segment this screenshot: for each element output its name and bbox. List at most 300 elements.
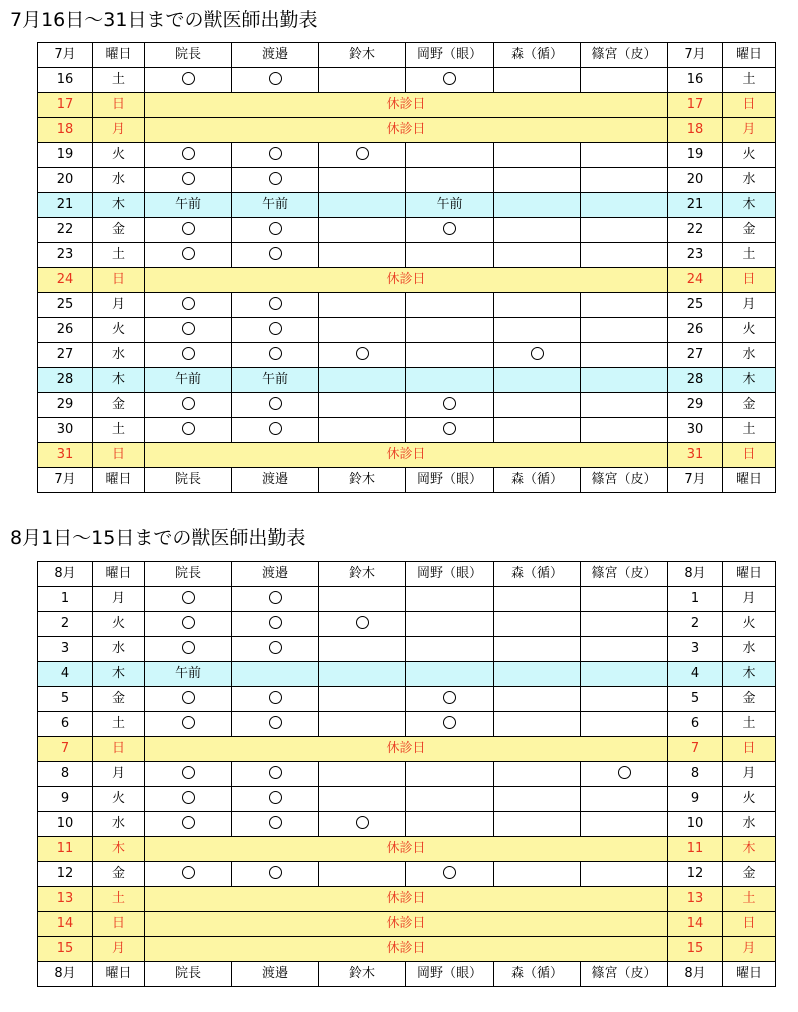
attendance-cell [494, 812, 581, 837]
attendance-circle-icon [182, 147, 195, 160]
attendance-circle-icon [182, 791, 195, 804]
attendance-cell: 午前 [232, 193, 319, 218]
date-cell: 1 [38, 587, 93, 612]
weekday-cell: 月 [723, 293, 776, 318]
weekday-cell: 土 [93, 68, 145, 93]
attendance-circle-icon [269, 791, 282, 804]
date-cell: 27 [38, 343, 93, 368]
attendance-cell [319, 687, 406, 712]
date-cell: 23 [668, 243, 723, 268]
attendance-cell [319, 293, 406, 318]
attendance-cell [581, 143, 668, 168]
weekday-cell: 土 [723, 68, 776, 93]
attendance-cell [494, 612, 581, 637]
attendance-circle-icon [269, 72, 282, 85]
attendance-cell [581, 168, 668, 193]
date-cell: 10 [668, 812, 723, 837]
attendance-cell [232, 143, 319, 168]
attendance-cell [494, 193, 581, 218]
attendance-cell [581, 343, 668, 368]
header-cell: 8月 [668, 962, 723, 987]
weekday-cell: 月 [93, 293, 145, 318]
weekday-cell: 水 [93, 812, 145, 837]
date-cell: 23 [38, 243, 93, 268]
attendance-cell [494, 418, 581, 443]
header-cell: 岡野（眼） [406, 962, 494, 987]
table-row [38, 912, 776, 937]
weekday-cell: 土 [93, 418, 145, 443]
weekday-cell: 金 [723, 393, 776, 418]
date-cell: 3 [38, 637, 93, 662]
weekday-cell: 日 [723, 737, 776, 762]
attendance-cell [232, 168, 319, 193]
attendance-circle-icon [182, 422, 195, 435]
closed-day-label: 休診日 [145, 887, 668, 912]
attendance-cell [581, 662, 668, 687]
weekday-cell: 木 [723, 193, 776, 218]
attendance-cell [494, 218, 581, 243]
attendance-cell [581, 293, 668, 318]
attendance-cell: 午前 [145, 662, 232, 687]
attendance-circle-icon [269, 641, 282, 654]
attendance-cell [232, 418, 319, 443]
attendance-circle-icon [182, 816, 195, 829]
attendance-cell [494, 293, 581, 318]
weekday-cell: 金 [723, 687, 776, 712]
attendance-cell [145, 637, 232, 662]
date-cell: 31 [668, 443, 723, 468]
attendance-cell [145, 68, 232, 93]
date-cell: 25 [668, 293, 723, 318]
attendance-cell [145, 812, 232, 837]
header-cell: 森（循） [494, 962, 581, 987]
date-cell: 2 [38, 612, 93, 637]
attendance-circle-icon [531, 347, 544, 360]
weekday-cell: 火 [93, 318, 145, 343]
attendance-cell [581, 787, 668, 812]
attendance-circle-icon [443, 222, 456, 235]
date-cell: 11 [38, 837, 93, 862]
attendance-cell [232, 393, 319, 418]
weekday-cell: 火 [723, 787, 776, 812]
weekday-cell: 金 [93, 218, 145, 243]
header-cell: 曜日 [723, 43, 776, 68]
weekday-cell: 土 [723, 418, 776, 443]
attendance-cell [145, 418, 232, 443]
attendance-cell [319, 812, 406, 837]
attendance-circle-icon [182, 866, 195, 879]
header-cell: 岡野（眼） [406, 468, 494, 493]
attendance-circle-icon [269, 716, 282, 729]
date-cell: 19 [668, 143, 723, 168]
page-title: 8月1日〜15日までの獣医師出勤表 [10, 527, 306, 549]
attendance-cell [232, 662, 319, 687]
weekday-cell: 月 [93, 587, 145, 612]
table-row [38, 268, 776, 293]
table-row [38, 293, 776, 318]
attendance-cell [319, 168, 406, 193]
weekday-cell: 木 [723, 368, 776, 393]
header-cell: 曜日 [93, 962, 145, 987]
header-cell: 曜日 [93, 468, 145, 493]
header-cell: 篠宮（皮） [581, 43, 668, 68]
attendance-cell [581, 68, 668, 93]
weekday-cell: 土 [723, 243, 776, 268]
header-cell: 鈴木 [319, 43, 406, 68]
attendance-cell [406, 812, 494, 837]
attendance-cell [494, 143, 581, 168]
footer-header-row [38, 962, 776, 987]
attendance-cell [406, 243, 494, 268]
attendance-cell [145, 143, 232, 168]
attendance-cell [494, 787, 581, 812]
weekday-cell: 日 [93, 737, 145, 762]
attendance-circle-icon [269, 616, 282, 629]
table-row [38, 687, 776, 712]
weekday-cell: 木 [93, 193, 145, 218]
header-cell: 鈴木 [319, 562, 406, 587]
table-row [38, 737, 776, 762]
date-cell: 10 [38, 812, 93, 837]
header-cell: 森（循） [494, 562, 581, 587]
attendance-cell: 午前 [145, 368, 232, 393]
footer-header-row [38, 468, 776, 493]
attendance-cell [406, 687, 494, 712]
attendance-cell [406, 862, 494, 887]
weekday-cell: 土 [723, 712, 776, 737]
header-cell: 曜日 [723, 562, 776, 587]
weekday-cell: 日 [93, 912, 145, 937]
table-row [38, 193, 776, 218]
attendance-circle-icon [618, 766, 631, 779]
weekday-cell: 火 [723, 318, 776, 343]
attendance-cell [581, 862, 668, 887]
date-cell: 28 [668, 368, 723, 393]
attendance-cell [319, 368, 406, 393]
attendance-circle-icon [182, 397, 195, 410]
closed-day-label: 休診日 [145, 118, 668, 143]
attendance-circle-icon [443, 716, 456, 729]
header-cell: 院長 [145, 43, 232, 68]
attendance-circle-icon [269, 347, 282, 360]
weekday-cell: 日 [723, 912, 776, 937]
header-cell: 渡邉 [232, 562, 319, 587]
weekday-cell: 木 [93, 662, 145, 687]
table-row [38, 662, 776, 687]
attendance-circle-icon [356, 347, 369, 360]
weekday-cell: 月 [723, 762, 776, 787]
attendance-cell [319, 712, 406, 737]
date-cell: 29 [38, 393, 93, 418]
attendance-cell [145, 318, 232, 343]
header-cell: 篠宮（皮） [581, 562, 668, 587]
attendance-circle-icon [269, 766, 282, 779]
attendance-cell [319, 68, 406, 93]
date-cell: 29 [668, 393, 723, 418]
weekday-cell: 木 [93, 837, 145, 862]
attendance-cell [232, 812, 319, 837]
attendance-cell [145, 787, 232, 812]
attendance-circle-icon [269, 297, 282, 310]
attendance-cell [232, 343, 319, 368]
weekday-cell: 日 [93, 443, 145, 468]
header-cell: 8月 [38, 562, 93, 587]
attendance-circle-icon [269, 866, 282, 879]
attendance-cell [145, 762, 232, 787]
header-cell: 7月 [38, 468, 93, 493]
attendance-cell [145, 712, 232, 737]
attendance-cell [319, 393, 406, 418]
attendance-circle-icon [182, 716, 195, 729]
attendance-cell [406, 68, 494, 93]
attendance-cell [319, 787, 406, 812]
table-row [38, 612, 776, 637]
table-row [38, 218, 776, 243]
attendance-cell [406, 143, 494, 168]
date-cell: 20 [38, 168, 93, 193]
weekday-cell: 火 [723, 143, 776, 168]
table-row [38, 443, 776, 468]
date-cell: 7 [668, 737, 723, 762]
weekday-cell: 月 [93, 118, 145, 143]
weekday-cell: 金 [723, 862, 776, 887]
date-cell: 21 [38, 193, 93, 218]
closed-day-label: 休診日 [145, 937, 668, 962]
attendance-circle-icon [182, 766, 195, 779]
attendance-circle-icon [269, 172, 282, 185]
header-cell: 院長 [145, 468, 232, 493]
weekday-cell: 金 [93, 687, 145, 712]
attendance-cell [406, 787, 494, 812]
closed-day-label: 休診日 [145, 912, 668, 937]
attendance-cell [494, 343, 581, 368]
attendance-cell [406, 762, 494, 787]
closed-day-label: 休診日 [145, 93, 668, 118]
table-row [38, 368, 776, 393]
table-row [38, 587, 776, 612]
attendance-cell [581, 418, 668, 443]
date-cell: 20 [668, 168, 723, 193]
date-cell: 16 [668, 68, 723, 93]
attendance-cell [406, 712, 494, 737]
attendance-circle-icon [269, 816, 282, 829]
weekday-cell: 水 [93, 343, 145, 368]
table-row [38, 637, 776, 662]
header-cell: 院長 [145, 962, 232, 987]
date-cell: 26 [668, 318, 723, 343]
attendance-circle-icon [269, 397, 282, 410]
attendance-cell [319, 662, 406, 687]
attendance-cell [494, 762, 581, 787]
attendance-cell [319, 637, 406, 662]
attendance-circle-icon [356, 816, 369, 829]
table-row [38, 418, 776, 443]
header-cell: 7月 [668, 468, 723, 493]
attendance-cell [232, 293, 319, 318]
closed-day-label: 休診日 [145, 837, 668, 862]
weekday-cell: 月 [93, 937, 145, 962]
attendance-circle-icon [182, 222, 195, 235]
weekday-cell: 水 [93, 637, 145, 662]
header-cell: 院長 [145, 562, 232, 587]
attendance-circle-icon [182, 172, 195, 185]
header-cell: 7月 [668, 43, 723, 68]
attendance-cell [406, 612, 494, 637]
attendance-cell [494, 368, 581, 393]
page-title: 7月16日〜31日までの獣医師出勤表 [10, 9, 318, 31]
date-cell: 18 [668, 118, 723, 143]
weekday-cell: 土 [93, 243, 145, 268]
date-cell: 28 [38, 368, 93, 393]
attendance-cell [494, 662, 581, 687]
attendance-cell [494, 68, 581, 93]
weekday-cell: 日 [93, 93, 145, 118]
weekday-cell: 水 [93, 168, 145, 193]
header-cell: 渡邉 [232, 962, 319, 987]
table-row [38, 118, 776, 143]
attendance-cell [581, 712, 668, 737]
attendance-cell [494, 393, 581, 418]
table-row [38, 393, 776, 418]
date-cell: 14 [38, 912, 93, 937]
header-cell: 鈴木 [319, 962, 406, 987]
table-row [38, 937, 776, 962]
attendance-cell [145, 393, 232, 418]
attendance-cell [145, 293, 232, 318]
attendance-cell [319, 343, 406, 368]
attendance-cell [319, 243, 406, 268]
table-row [38, 862, 776, 887]
table-row [38, 887, 776, 912]
attendance-cell [494, 687, 581, 712]
table-row [38, 93, 776, 118]
header-cell: 曜日 [723, 468, 776, 493]
date-cell: 30 [38, 418, 93, 443]
attendance-cell [145, 612, 232, 637]
attendance-circle-icon [443, 691, 456, 704]
header-cell: 篠宮（皮） [581, 468, 668, 493]
attendance-cell [406, 393, 494, 418]
attendance-circle-icon [269, 322, 282, 335]
attendance-cell [232, 787, 319, 812]
date-cell: 24 [38, 268, 93, 293]
date-cell: 17 [668, 93, 723, 118]
attendance-cell [232, 712, 319, 737]
attendance-cell [406, 318, 494, 343]
attendance-cell [406, 418, 494, 443]
table-row [38, 68, 776, 93]
table-row [38, 762, 776, 787]
table-row [38, 712, 776, 737]
attendance-cell [232, 862, 319, 887]
date-cell: 13 [668, 887, 723, 912]
attendance-cell [232, 218, 319, 243]
attendance-cell [494, 712, 581, 737]
attendance-cell [319, 587, 406, 612]
attendance-cell [581, 393, 668, 418]
attendance-cell [232, 243, 319, 268]
attendance-cell [581, 612, 668, 637]
attendance-circle-icon [182, 72, 195, 85]
attendance-cell [406, 368, 494, 393]
closed-day-label: 休診日 [145, 443, 668, 468]
attendance-circle-icon [443, 866, 456, 879]
weekday-cell: 日 [723, 268, 776, 293]
header-cell: 8月 [668, 562, 723, 587]
header-cell: 篠宮（皮） [581, 962, 668, 987]
attendance-cell [232, 637, 319, 662]
attendance-cell [581, 243, 668, 268]
attendance-cell [232, 587, 319, 612]
weekday-cell: 水 [723, 343, 776, 368]
attendance-cell [406, 637, 494, 662]
attendance-cell [319, 318, 406, 343]
date-cell: 12 [668, 862, 723, 887]
date-cell: 11 [668, 837, 723, 862]
attendance-circle-icon [269, 591, 282, 604]
weekday-cell: 日 [93, 268, 145, 293]
date-cell: 30 [668, 418, 723, 443]
weekday-cell: 金 [93, 393, 145, 418]
attendance-circle-icon [182, 591, 195, 604]
weekday-cell: 月 [723, 937, 776, 962]
attendance-cell [145, 243, 232, 268]
header-row [38, 562, 776, 587]
attendance-cell [494, 243, 581, 268]
date-cell: 4 [38, 662, 93, 687]
weekday-cell: 水 [723, 637, 776, 662]
table-row [38, 343, 776, 368]
attendance-cell [494, 862, 581, 887]
header-cell: 7月 [38, 43, 93, 68]
header-cell: 森（循） [494, 43, 581, 68]
attendance-cell [232, 762, 319, 787]
date-cell: 13 [38, 887, 93, 912]
attendance-cell: 午前 [232, 368, 319, 393]
weekday-cell: 金 [723, 218, 776, 243]
date-cell: 9 [38, 787, 93, 812]
attendance-cell [145, 862, 232, 887]
attendance-cell [232, 318, 319, 343]
attendance-cell [319, 418, 406, 443]
date-cell: 2 [668, 612, 723, 637]
header-cell: 鈴木 [319, 468, 406, 493]
attendance-cell [145, 343, 232, 368]
header-cell: 曜日 [93, 43, 145, 68]
attendance-circle-icon [443, 72, 456, 85]
attendance-cell [581, 762, 668, 787]
weekday-cell: 火 [93, 787, 145, 812]
attendance-cell [319, 143, 406, 168]
weekday-cell: 月 [93, 762, 145, 787]
attendance-cell [232, 68, 319, 93]
attendance-cell [232, 612, 319, 637]
weekday-cell: 火 [93, 612, 145, 637]
weekday-cell: 日 [723, 93, 776, 118]
date-cell: 5 [668, 687, 723, 712]
attendance-cell [581, 587, 668, 612]
attendance-circle-icon [443, 422, 456, 435]
header-cell: 岡野（眼） [406, 562, 494, 587]
attendance-circle-icon [269, 222, 282, 235]
attendance-cell [581, 193, 668, 218]
date-cell: 12 [38, 862, 93, 887]
weekday-cell: 木 [93, 368, 145, 393]
date-cell: 18 [38, 118, 93, 143]
date-cell: 17 [38, 93, 93, 118]
date-cell: 27 [668, 343, 723, 368]
date-cell: 8 [668, 762, 723, 787]
